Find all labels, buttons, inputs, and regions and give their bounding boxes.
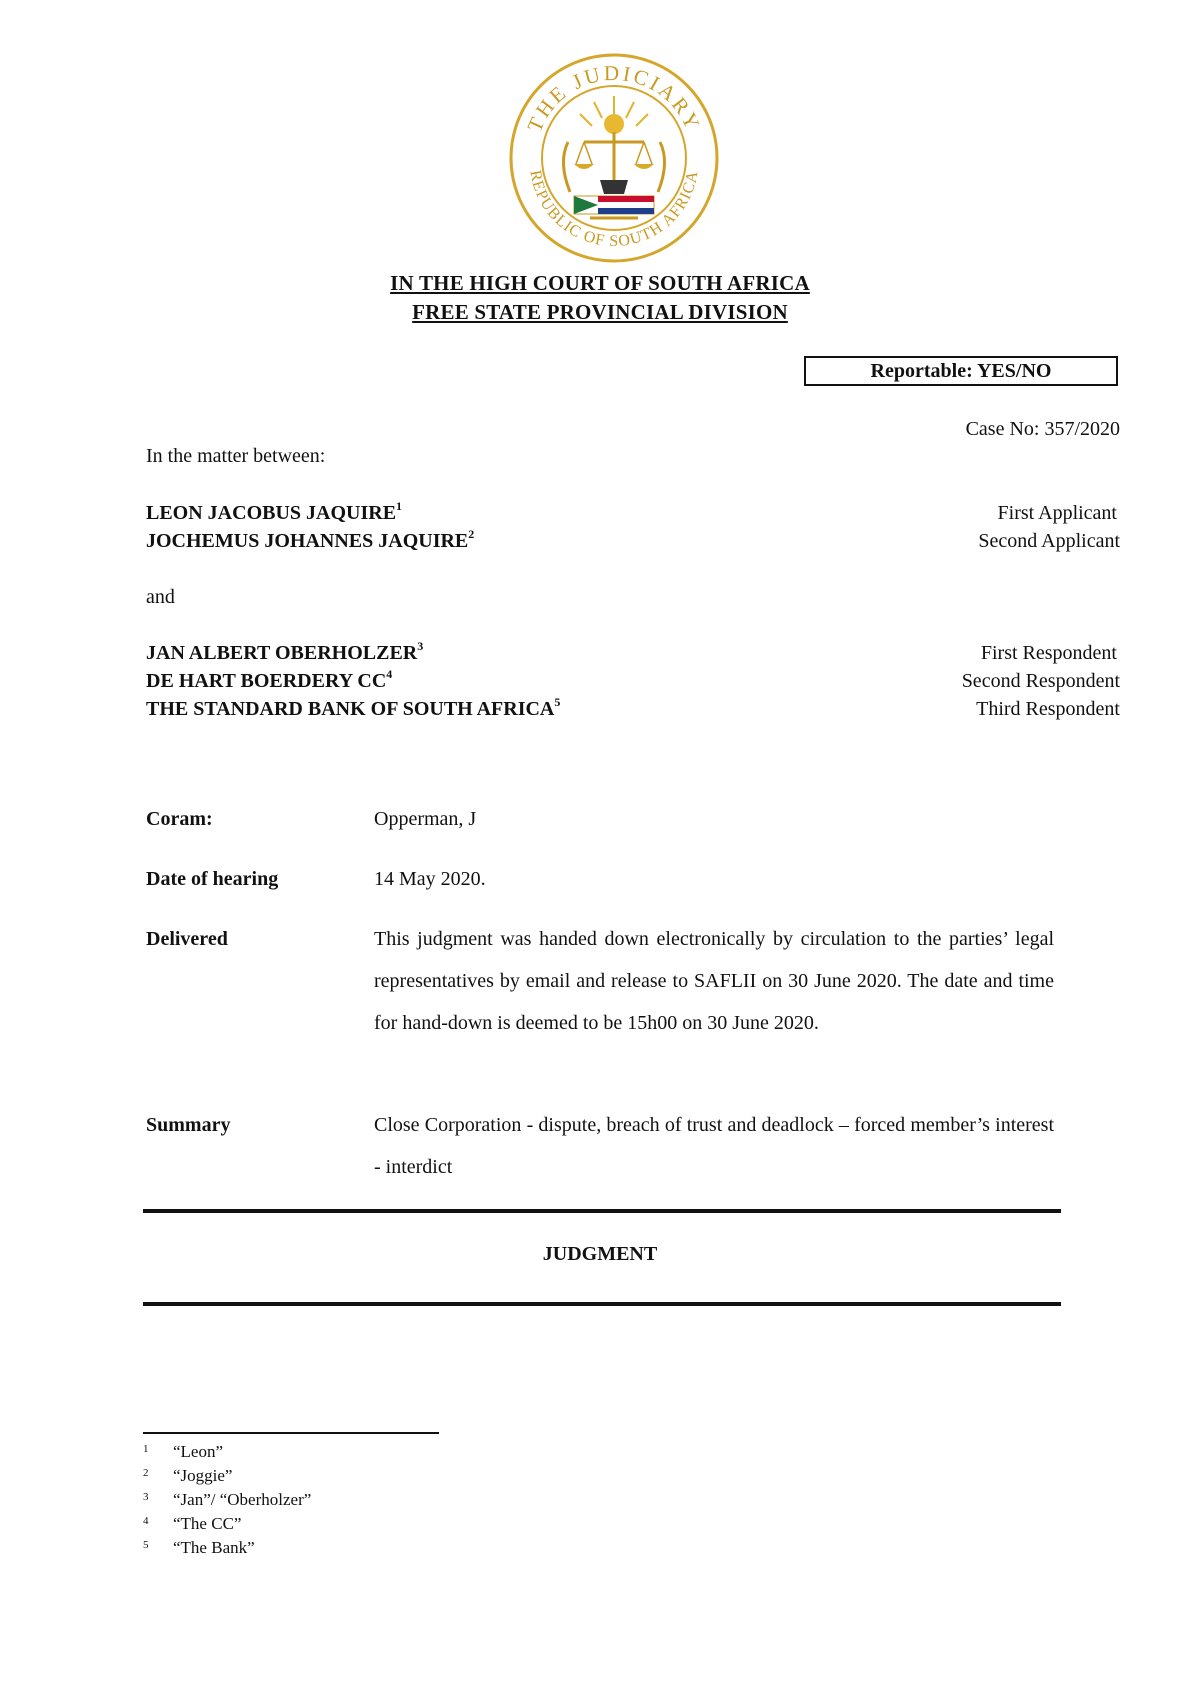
and-separator: and <box>146 586 175 608</box>
delivered-label: Delivered <box>146 928 228 950</box>
divider-bottom <box>143 1302 1061 1306</box>
judgment-title: JUDGMENT <box>542 1243 658 1265</box>
summary-value: Close Corporation - dispute, breach of trust and deadlock – forced member’s interest - interdict <box>374 1114 1054 1178</box>
footnote-separator <box>143 1432 439 1434</box>
court-division: FREE STATE PROVINCIAL DIVISION <box>412 300 788 324</box>
footnote: 5 “The Bank” <box>143 1538 255 1557</box>
party-name: JOCHEMUS JOHANNES JAQUIRE$^2$ <box>146 527 475 552</box>
party-role: First Respondent <box>980 642 1117 664</box>
party-name: THE STANDARD BANK OF SOUTH AFRICA$^5$ <box>146 695 561 720</box>
summary-label: Summary <box>146 1114 231 1136</box>
party-name: LEON JACOBUS JAQUIRE$^1$ <box>146 499 403 524</box>
hearing-value: 14 May 2020. <box>374 868 486 890</box>
party-role: Second Respondent <box>961 670 1120 692</box>
coram-value: Opperman, J <box>374 808 477 830</box>
party-name: JAN ALBERT OBERHOLZER$^3$ <box>146 639 424 664</box>
case-number: Case No: 357/2020 <box>965 418 1120 440</box>
seal-top-text: THE JUDICIARY <box>522 60 706 136</box>
footnote: 3 “Jan”/ “Oberholzer” <box>143 1490 312 1509</box>
footnote: 1 “Leon” <box>143 1442 224 1461</box>
party-role: Third Respondent <box>976 698 1120 720</box>
coram-label: Coram: <box>146 808 213 830</box>
party-role: First Applicant <box>997 502 1117 524</box>
footnote: 2 “Joggie” <box>143 1466 233 1485</box>
party-name: DE HART BOERDERY $CC^4$ <box>146 667 393 692</box>
party-role: Second Applicant <box>978 530 1120 552</box>
delivered-value: This judgment was handed down electronically by circulation to the parties’ legal representatives by email and release to SAFLII on 30 June 2020. The date and time for hand-down is deemed to be 15h00 on 30 June 2020. <box>374 928 1054 1034</box>
seal-bottom-text: REPUBLIC OF SOUTH AFRICA <box>526 168 702 251</box>
court-name: IN THE HIGH COURT OF SOUTH AFRICA <box>390 271 810 295</box>
matter-between: In the matter between: <box>146 445 326 467</box>
divider-top <box>143 1209 1061 1213</box>
hearing-label: Date of hearing <box>146 868 279 890</box>
reportable-box: Reportable: YES/NO <box>804 356 1118 386</box>
footnote: 4 “The CC” <box>143 1514 242 1533</box>
judiciary-seal-icon <box>508 52 720 264</box>
